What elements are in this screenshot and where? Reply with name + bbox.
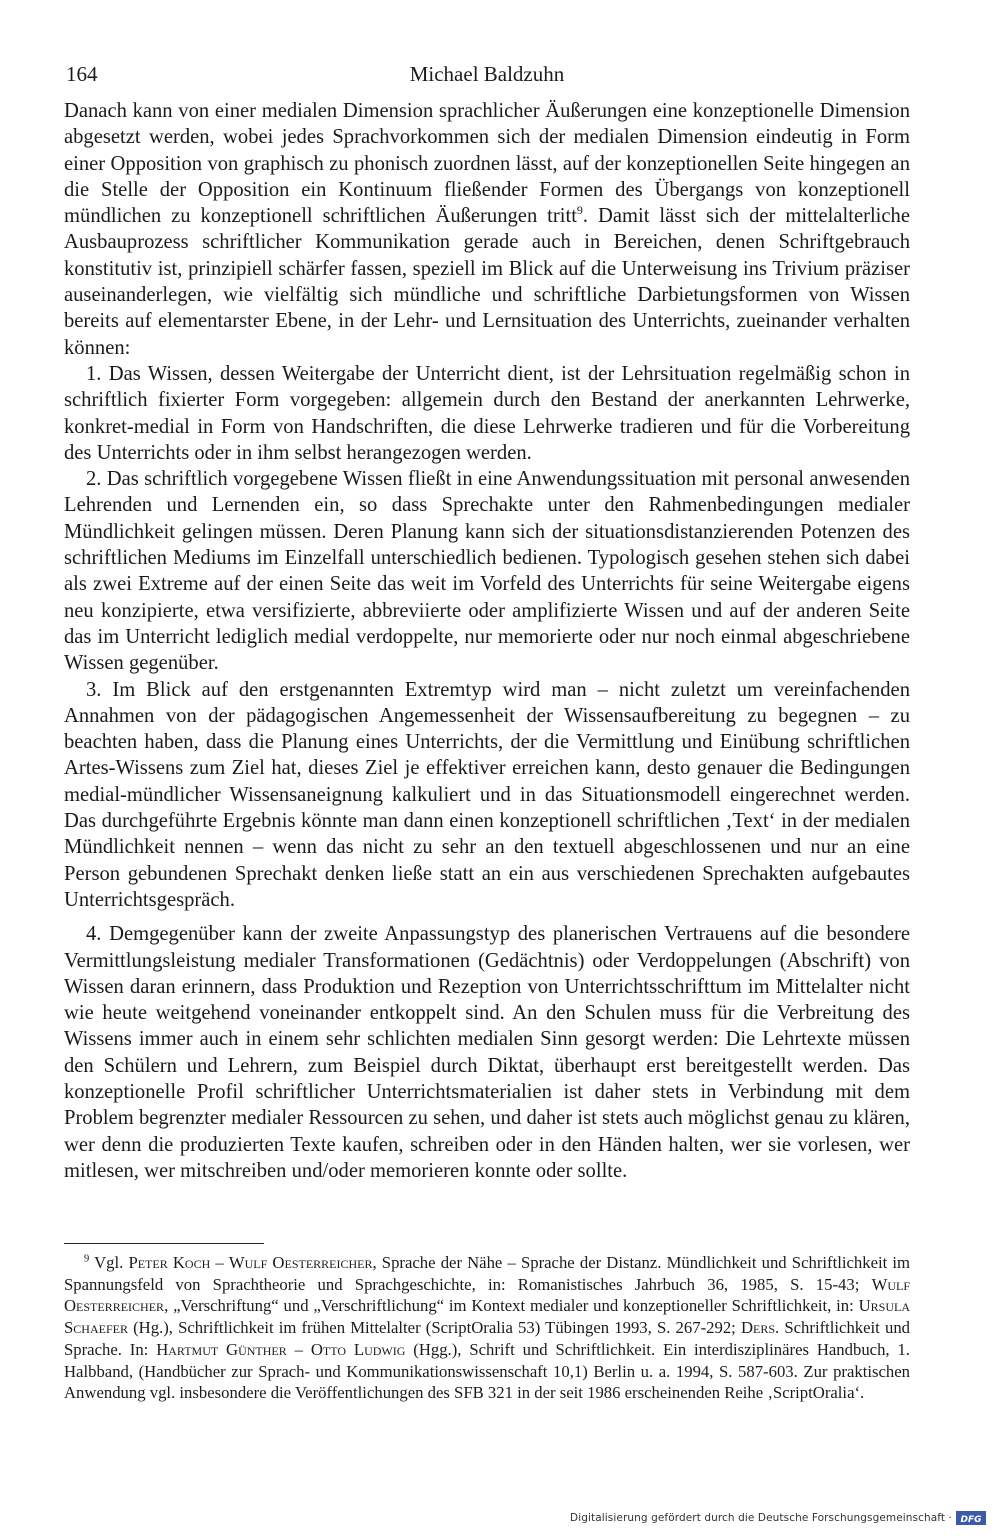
footnote-number: 9 bbox=[84, 1253, 90, 1265]
numbered-paragraph-3: 3. Im Blick auf den erstgenannten Extremtyp wird man – nicht zuletzt um vereinfachenden Annahmen von der pädagogischen Angemessenheit der Wissensaufbereitung zu begegnen – zu beachten haben, dass die Planung eines Unterrichts, der die Vermittlung und Einübung schriftlichen Artes-Wissens zum Ziel hat, dieses Ziel je effektiver erreichen kann, desto genauer die Bedingungen medial-mündlicher Wissensaneignung kalkuliert und in das Situationsmodell eingerechnet werden. Das durchgeführte Ergebnis könnte man dann einen konzeptionell schriftlichen ‚Text‘ in der medialen Mündlichkeit nennen – wenn das nicht zu sehr an den textuell abgeschlossenen und nur an eine Person gebundenen Sprechakt denken ließe statt an ein aus verschiedenen Sprechakten aufgebautes Unterrichtsgespräch. bbox=[64, 678, 910, 911]
footnote-text: – bbox=[210, 1253, 229, 1272]
main-text bbox=[64, 98, 910, 1184]
footnote-text: , Sprache der Nähe – Sprache der Distanz. Mündlichkeit und Schriftlichkeit im Spannungsfeld von Sprachtheorie und Sprachgeschichte, in: Romanistisches Jahrbuch 36, 1985, S. 15-43; bbox=[64, 1253, 911, 1294]
author-name: Wulf Oesterreicher bbox=[64, 1274, 910, 1316]
intro-text-continued: . Damit lässt sich der mittelalterliche Ausbauprozess schriftlicher Kommunikation gerade auch in Bereichen, denen Schriftgebrauch konstitutiv ist, prinzipiell schärfer fassen, speziell im Blick auf die Unterweisung ins Trivium präziser auseinanderlegen, wie vielfältig sich mündliche und schriftliche Darbietungsformen von Wissen bereits auf elementarster Ebene, in der Lehr- und Lernsituation des Unterrichts, zueinander verhalten können: bbox=[64, 205, 910, 359]
dfg-logo-icon bbox=[956, 1511, 986, 1525]
intro-text: Danach kann von einer medialen Dimension sprachlicher Äußerungen eine konzeptionelle Dimension abgesetzt werden, wobei jedes Sprachvorkommen sich der medialen Dimension eindeutig in Form einer Opposition von graphisch zu phonisch zuordnen lässt, auf der konzeptionellen Seite hingegen an die Stelle der Opposition ein Kontinuum fließender Formen des Übergangs von konzeptionell mündlichen zu konzeptionell schriftlichen Äußerungen tritt bbox=[64, 100, 910, 228]
digitization-notice bbox=[570, 1510, 986, 1526]
footnote-text: Vgl. bbox=[89, 1253, 129, 1272]
footnote-text: – bbox=[286, 1339, 311, 1359]
page-header bbox=[64, 60, 910, 92]
author-name: Peter Koch bbox=[128, 1253, 211, 1272]
dfg-logo-text: DFG bbox=[960, 1514, 982, 1525]
footnote-text: (Hg.), Schriftlichkeit im frühen Mittelalter (ScriptOralia 53) Tübingen 1993, S. 267-292; bbox=[127, 1318, 741, 1338]
numbered-paragraph-1: 1. Das Wissen, dessen Weitergabe der Unterricht dient, ist der Lehrsituation regelmäßig schon in schriftlich fixierter Form vorgegeben: allgemein durch den Bestand der anerkannten Lehrwerke, konkret-medial in Form von Handschriften, die diese Lehrwerke tradieren und für die Vorbereitung des Unterrichts oder in ihm selbst herangezogen werden. bbox=[64, 362, 910, 464]
footnote-text: (Hgg.), Schrift und Schriftlichkeit. Ein interdisziplinäres Handbuch, 1. Halbband, (Handbücher zur Sprach- und Kommunikationswissenschaft 10,1) Berlin u. a. 1994, S. 587-603. Zur praktischen Anwendung vgl. insbesondere die Veröffentlichungen des SFB 321 in der seit 1986 erscheinenden Reihe ‚ScriptOralia‘. bbox=[64, 1339, 910, 1403]
footnote-separator bbox=[64, 1243, 264, 1244]
intro-paragraph bbox=[64, 98, 910, 361]
author-name: Wulf Oesterreicher bbox=[228, 1253, 373, 1272]
author-name: Ders. bbox=[740, 1318, 780, 1338]
author-name: Otto Ludwig bbox=[310, 1339, 406, 1359]
author-name: Hartmut Günther bbox=[156, 1339, 287, 1359]
running-head: Michael Baldzuhn bbox=[409, 62, 565, 86]
footnote-reference: 9 bbox=[576, 203, 583, 218]
footnote-9 bbox=[64, 1252, 910, 1404]
page-number: 164 bbox=[66, 62, 98, 86]
numbered-paragraph-2: 2. Das schriftlich vorgegebene Wissen fließt in eine Anwendungssituation mit personal anwesenden Lehrenden und Lernenden ein, so dass Sprechakte unter den Rahmenbedingungen medialer Mündlichkeit gelingen müssen. Deren Planung kann sich der situationsdistanzierenden Potenzen des schriftlichen Mediums im Einzelfall unterschiedlich bedienen. Typologisch gesehen stehen sich dabei als zwei Extreme auf der einen Seite das weit im Vorfeld des Unterrichts für seine Weitergabe eigens neu konzipierte, etwa versifizierte, abbreviierte oder amplifizierte Wissen und auf der anderen Seite das im Unterricht lediglich medial verdoppelte, nur memorierte oder nur noch einmal abgeschriebene Wissen gegenüber. bbox=[64, 468, 910, 675]
numbered-paragraph-4: 4. Demgegenüber kann der zweite Anpassungstyp des planerischen Vertrauens auf die besondere Vermittlungsleistung medialer Transformationen (Gedächtnis) oder Verdoppelungen (Abschrift) von Wissen daran erinnern, dass Produktion und Rezeption von Unterrichtsschrifttum im Mittelalter nicht wie heute weitgehend voneinander entkoppelt sind. An den Schulen muss für die Verbreitung des Wissens immer auch in einem sehr schlichten medialen Sinn gesorgt werden: Die Lehrtexte müssen den Schülern und Lehrern, zum Beispiel durch Diktat, überhaupt erst bereitgestellt werden. Das konzeptionelle Profil schriftlicher Unterrichtsmaterialien ist daher stets in Verbindung mit dem Problem begrenzter medialer Ressourcen zu sehen, und daher ist stets auch möglichst genau zu klären, wer denn die produzierten Texte kaufen, schreiben oder in den Händen halten, wer sie vorlesen, wer mitlesen, wer mitschreiben und/oder memorieren konnte oder sollte. bbox=[64, 923, 910, 1182]
footnote-text: , „Verschriftung“ und „Verschriftlichung“ im Kontext medialer und konzeptioneller Schriftlichkeit, in: bbox=[164, 1296, 859, 1316]
digitization-notice-text: Digitalisierung gefördert durch die Deutsche Forschungsgemeinschaft · bbox=[570, 1512, 952, 1524]
footnote bbox=[64, 1252, 910, 1404]
footnote-text: Schriftlichkeit und Sprache. In: bbox=[64, 1318, 910, 1359]
author-name: Ursula Schaefer bbox=[64, 1296, 910, 1338]
